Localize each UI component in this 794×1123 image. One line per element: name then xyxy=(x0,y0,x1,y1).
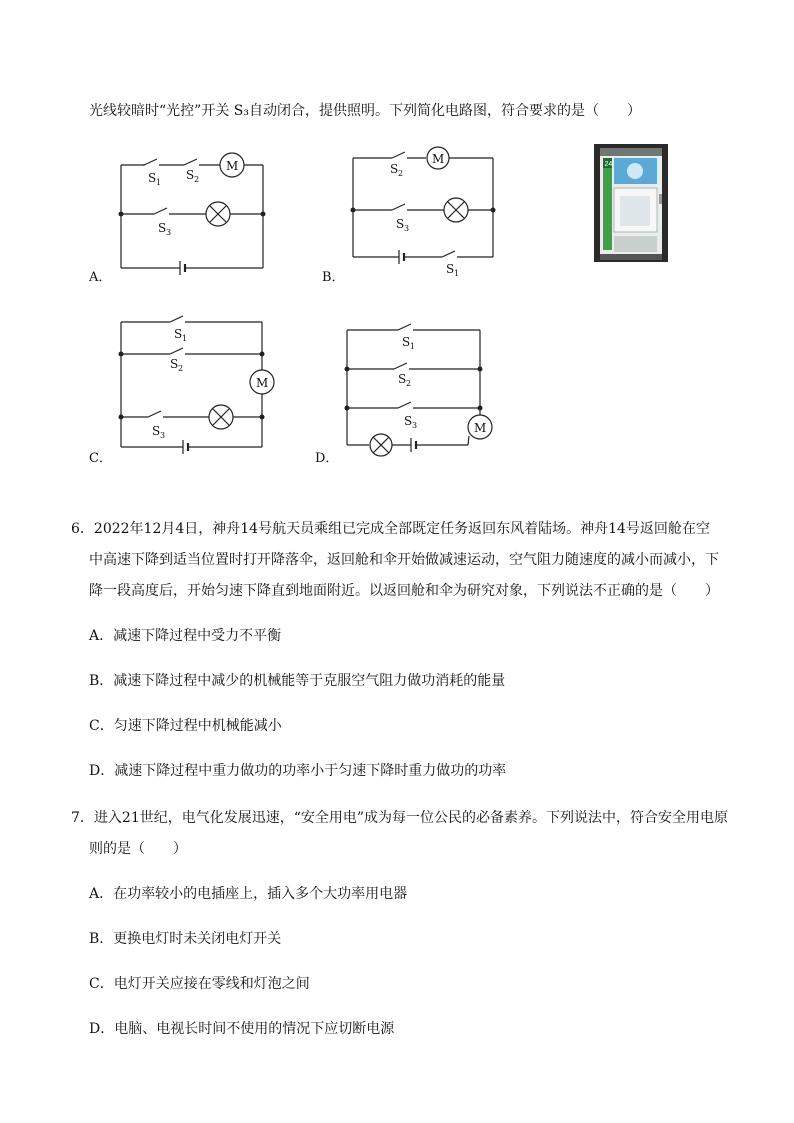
svg-text:S: S xyxy=(170,357,179,371)
machine-label: 24 xyxy=(604,161,613,168)
svg-text:2: 2 xyxy=(406,379,412,388)
switch-s3-icon xyxy=(148,411,161,417)
svg-text:3: 3 xyxy=(412,421,418,430)
q6-stem-line-2: 中高速下降到适当位置时打开降落伞，返回舱和伞开始做减速运动，空气阻力随速度的减小而减小，下 xyxy=(89,552,719,568)
switch-s1-icon xyxy=(442,251,455,257)
switch-s2-icon xyxy=(184,159,197,165)
switch-s1-icon xyxy=(398,324,411,330)
circuit-diagram-a xyxy=(110,148,280,280)
svg-text:M: M xyxy=(256,376,269,390)
svg-text:S: S xyxy=(404,414,413,428)
svg-text:2: 2 xyxy=(178,364,184,373)
svg-text:1: 1 xyxy=(410,342,416,351)
q5-stem: 光线较暗时“光控”开关 S₃自动闭合，提供照明。下列简化电路图，符合要求的是（ ） xyxy=(89,103,641,119)
q7-option-c[interactable]: C．电灯开关应接在零线和灯泡之间 xyxy=(89,976,310,992)
svg-text:3: 3 xyxy=(166,228,172,237)
switch-s2-icon xyxy=(392,152,405,158)
q7-option-a[interactable]: A．在功率较小的电插座上，插入多个大功率用电器 xyxy=(89,886,408,902)
q5-option-b-label[interactable]: B． xyxy=(322,270,345,285)
q7-stem-line-1: 7．进入21世纪，电气化发展迅速，“安全用电”成为每一位公民的必备素养。下列说法中，符合安全用电原 xyxy=(71,810,729,826)
svg-text:S: S xyxy=(152,424,161,438)
q7-option-d[interactable]: D．电脑、电视长时间不使用的情况下应切断电源 xyxy=(89,1021,395,1037)
svg-text:1: 1 xyxy=(454,269,460,278)
switch-s1-icon xyxy=(170,316,183,322)
switch-s1-icon xyxy=(144,159,157,165)
svg-text:S: S xyxy=(402,335,411,349)
svg-text:M: M xyxy=(226,159,239,173)
svg-text:S: S xyxy=(398,372,407,386)
circuit-diagram-b xyxy=(342,145,512,280)
q6-stem-line-1: 6．2022年12月4日，神舟14号航天员乘组已完成全部既定任务返回东风着陆场。神舟14号返回舱在空 xyxy=(71,521,710,537)
q7-option-b[interactable]: B．更换电灯时未关闭电灯开关 xyxy=(89,931,282,947)
q5-option-a-label[interactable]: A． xyxy=(89,270,112,285)
switch-s2-icon xyxy=(394,363,407,369)
svg-text:3: 3 xyxy=(404,224,410,233)
switch-s2-icon xyxy=(170,348,183,354)
q5-option-d-label[interactable]: D． xyxy=(315,451,339,466)
switch-s3-icon xyxy=(392,204,405,210)
switch-s3-icon xyxy=(154,208,167,214)
svg-text:S: S xyxy=(446,262,455,276)
q6-option-a[interactable]: A．减速下降过程中受力不平衡 xyxy=(89,628,282,644)
svg-text:S: S xyxy=(390,162,399,176)
q6-stem-line-3: 降一段高度后，开始匀速下降直到地面附近。以返回舱和伞为研究对象，下列说法不正确的是（ ） xyxy=(89,583,719,599)
q7-stem-line-2: 则的是（ ） xyxy=(89,841,187,857)
svg-text:M: M xyxy=(432,152,445,166)
svg-text:S: S xyxy=(396,217,405,231)
q6-option-c[interactable]: C．匀速下降过程中机械能减小 xyxy=(89,718,282,734)
svg-text:1: 1 xyxy=(156,178,162,187)
water-vending-machine-image xyxy=(594,144,668,262)
svg-text:S: S xyxy=(148,171,157,185)
svg-text:2: 2 xyxy=(194,175,200,184)
svg-text:M: M xyxy=(474,421,487,435)
q5-option-c-label[interactable]: C． xyxy=(89,451,112,466)
circuit-diagram-d xyxy=(338,318,508,463)
circuit-diagram-c xyxy=(110,312,285,462)
switch-s3-icon xyxy=(398,402,411,408)
svg-text:2: 2 xyxy=(398,169,404,178)
q6-option-b[interactable]: B．减速下降过程中减少的机械能等于克服空气阻力做功消耗的能量 xyxy=(89,673,506,689)
svg-text:S: S xyxy=(174,327,183,341)
svg-text:S: S xyxy=(186,168,195,182)
svg-text:1: 1 xyxy=(182,334,188,343)
svg-text:3: 3 xyxy=(160,431,166,440)
q6-option-d[interactable]: D．减速下降过程中重力做功的功率小于匀速下降时重力做功的功率 xyxy=(89,763,507,779)
svg-text:S: S xyxy=(158,221,167,235)
